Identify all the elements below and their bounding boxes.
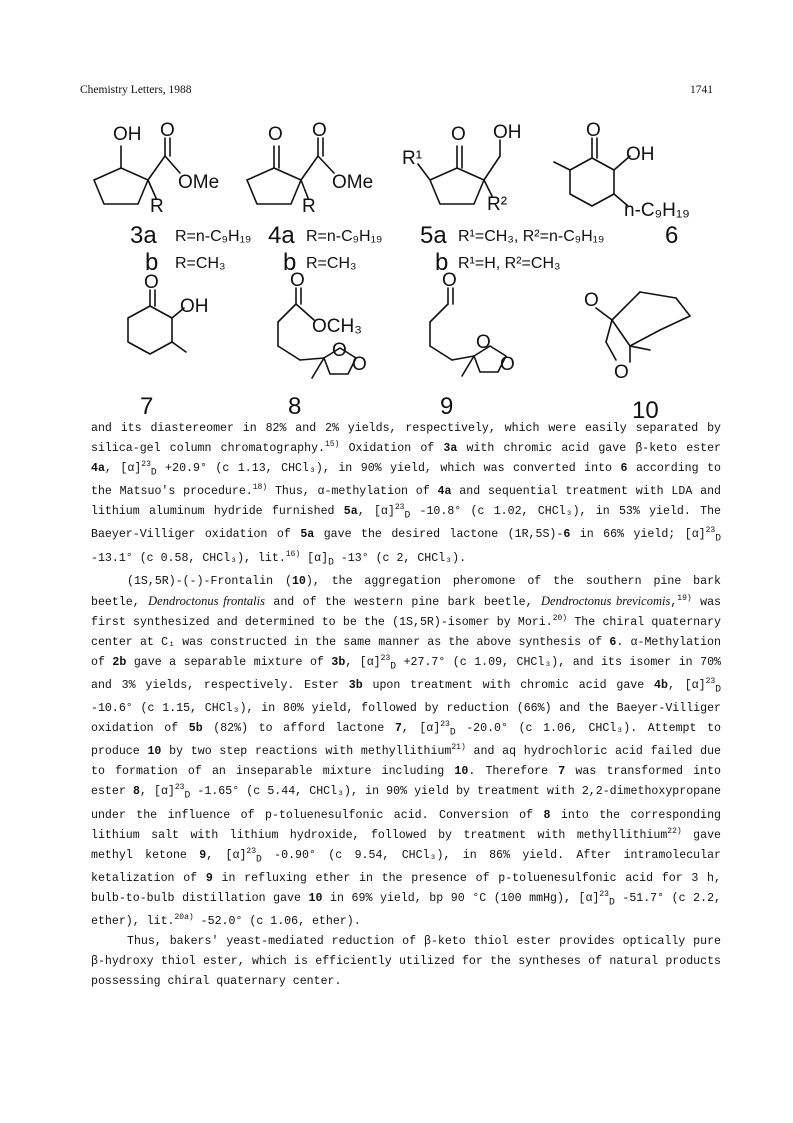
atom-r: R xyxy=(302,196,316,217)
compound-label-5b: b xyxy=(435,249,449,276)
structure-6 xyxy=(554,120,690,221)
atom-o: O xyxy=(144,272,159,293)
atom-och3: OCH₃ xyxy=(312,316,362,337)
atom-o: O xyxy=(290,270,305,291)
atom-r2: R² xyxy=(487,194,508,215)
compound-label-6: 6 xyxy=(665,222,679,249)
structure-8 xyxy=(278,270,367,378)
atom-oh: OH xyxy=(493,122,522,143)
page-number: 1741 xyxy=(690,84,713,96)
paragraph-2: (1S,5R)-(-)-Frontalin (10), the aggregation pheromone of the southern pine bark beetle, Dendroctonus frontalis and of the western pine bark beetle, Dendroctonus brevicomis,$^{19)}$ was first synthesized and determined to be the (1S,5R)-isomer by Mori.$^{20)}$ The chiral quaternary center at C₁ was constructed in the same manner as the above synthesis of 6. α-Methylation of 2b gave a separable mixture of 3b, $[\alpha]^{23}_D +27.7^\circ$ (c 1.09, CHCl₃), and its isomer in 70% and 3% yields, respectively. Ester 3b upon treatment with chromic acid gave 4b, $[\alpha]^{23}_D$ -10.6° (c 1.15, CHCl₃), in 80% yield, followed by reduction (66%) and the Baeyer-Villiger oxidation of 5b (82%) to afford lactone 7, $[\alpha]^{23}_D$ -20.0° (c 1.06, CHCl₃). Attempt to produce 10 by two step reactions with methyllithium$^{21)}$ and aq hydrochloric acid failed due to formation of an inseparable mixture including 10. Therefore 7 was transformed into ester 8, $[\alpha]^{23}_D$ -1.65° (c 5.44, CHCl₃), in 90% yield by treatment with 2,2-dimethoxypropane under the influence of p-toluenesulfonic acid. Conversion of 8 into the corresponding lithium salt with lithium hydroxide, followed by treatment with methyllithium$^{22)}$ gave methyl ketone 9, $[\alpha]^{23}_D$ -0.90° (c 9.54, CHCl₃), in 86% yield. After intramolecular ketalization of 9 in refluxing ether in the presence of p-toluenesulfonic acid for 3 h, bulb-to-bulb distillation gave 10 in 69% yield, bp 90 °C (100 mmHg), $[\alpha]^{23}_D$ -51.7° (c 2.2, ether), lit.$^{20a)}$ -52.0° (c 1.06, ether). xyxy=(91,574,722,929)
atom-o: O xyxy=(268,124,283,145)
structure-4 xyxy=(247,120,373,217)
chemical-structures-figure xyxy=(0,108,793,428)
atom-o: O xyxy=(352,354,367,375)
atom-o: O xyxy=(312,120,327,141)
atom-o: O xyxy=(500,354,515,375)
compound-label-9: 9 xyxy=(440,393,454,420)
structure-9 xyxy=(430,270,515,376)
atom-o: O xyxy=(332,340,347,361)
compound-label-5a: 5a xyxy=(420,222,447,249)
compound-label-4b: b xyxy=(283,249,297,276)
paragraph-1: and its diastereomer in 82% and 2% yields, respectively, which were easily separated by silica-gel column chromatography.$^{15)}$ Oxidation of 3a with chromic acid gave β-keto ester 4a, $[\alpha]^{23}_D +20.9^\circ$ (c 1.13, CHCl₃), in 90% yield, which was converted into 6 according to the Matsuo's procedure.$^{18)}$ Thus, α-methylation of 4a and sequential treatment with LDA and lithium aluminum hydride furnished 5a, $[\alpha]^{23}_D$ -10.8° (c 1.02, CHCl₃), in 53% yield. The Baeyer-Villiger oxidation of 5a gave the desired lactone (1R,5S)-6 in 66% yield; $[\alpha]^{23}_D$ -13.1° (c 0.58, CHCl₃), lit.$^{16)}$ $[\alpha]_D$ -13° (c 2, CHCl₃). xyxy=(91,422,722,567)
atom-oh: OH xyxy=(180,296,209,317)
substituent-3b: R=CH₃ xyxy=(175,255,226,272)
paragraph-3: Thus, bakers' yeast-mediated reduction of β-keto thiol ester provides optically pure β-hydroxy thiol ester, which is efficiently utilized for the syntheses of natural products possessing chiral quaternary center. xyxy=(91,935,721,988)
atom-o: O xyxy=(614,362,629,383)
substituent-5a: R¹=CH₃, R²=n-C₉H₁₉ xyxy=(458,228,605,245)
substituent-4b: R=CH₃ xyxy=(306,255,357,272)
atom-ome: OMe xyxy=(332,172,374,193)
atom-oh: OH xyxy=(626,144,655,165)
compound-label-3b: b xyxy=(145,249,159,276)
atom-o: O xyxy=(442,270,457,291)
page-header xyxy=(0,84,793,104)
structure-10 xyxy=(584,290,690,383)
atom-o: O xyxy=(476,332,491,353)
compound-label-7: 7 xyxy=(140,393,154,420)
atom-o: O xyxy=(160,120,175,141)
journal-title: Chemistry Letters, 1988 xyxy=(80,84,192,96)
structure-7 xyxy=(128,272,209,354)
article-body xyxy=(91,419,721,992)
atom-o: O xyxy=(586,120,601,141)
atom-o: O xyxy=(451,124,466,145)
atom-oh: OH xyxy=(113,124,142,145)
atom-r: R xyxy=(150,196,164,217)
atom-o: O xyxy=(584,290,599,311)
substituent-5b: R¹=H, R²=CH₃ xyxy=(458,255,561,272)
compound-label-3a: 3a xyxy=(130,222,157,249)
structure-3 xyxy=(94,120,219,217)
atom-ome: OMe xyxy=(178,172,220,193)
substituent-4a: R=n-C₉H₁₉ xyxy=(306,228,383,245)
substituent-3a: R=n-C₉H₁₉ xyxy=(175,228,252,245)
atom-r1: R¹ xyxy=(402,148,423,169)
compound-label-10: 10 xyxy=(632,397,659,424)
compound-label-4a: 4a xyxy=(268,222,295,249)
atom-nc9h19: n-C₉H₁₉ xyxy=(624,200,690,221)
compound-label-8: 8 xyxy=(288,393,302,420)
structure-5 xyxy=(402,122,522,215)
